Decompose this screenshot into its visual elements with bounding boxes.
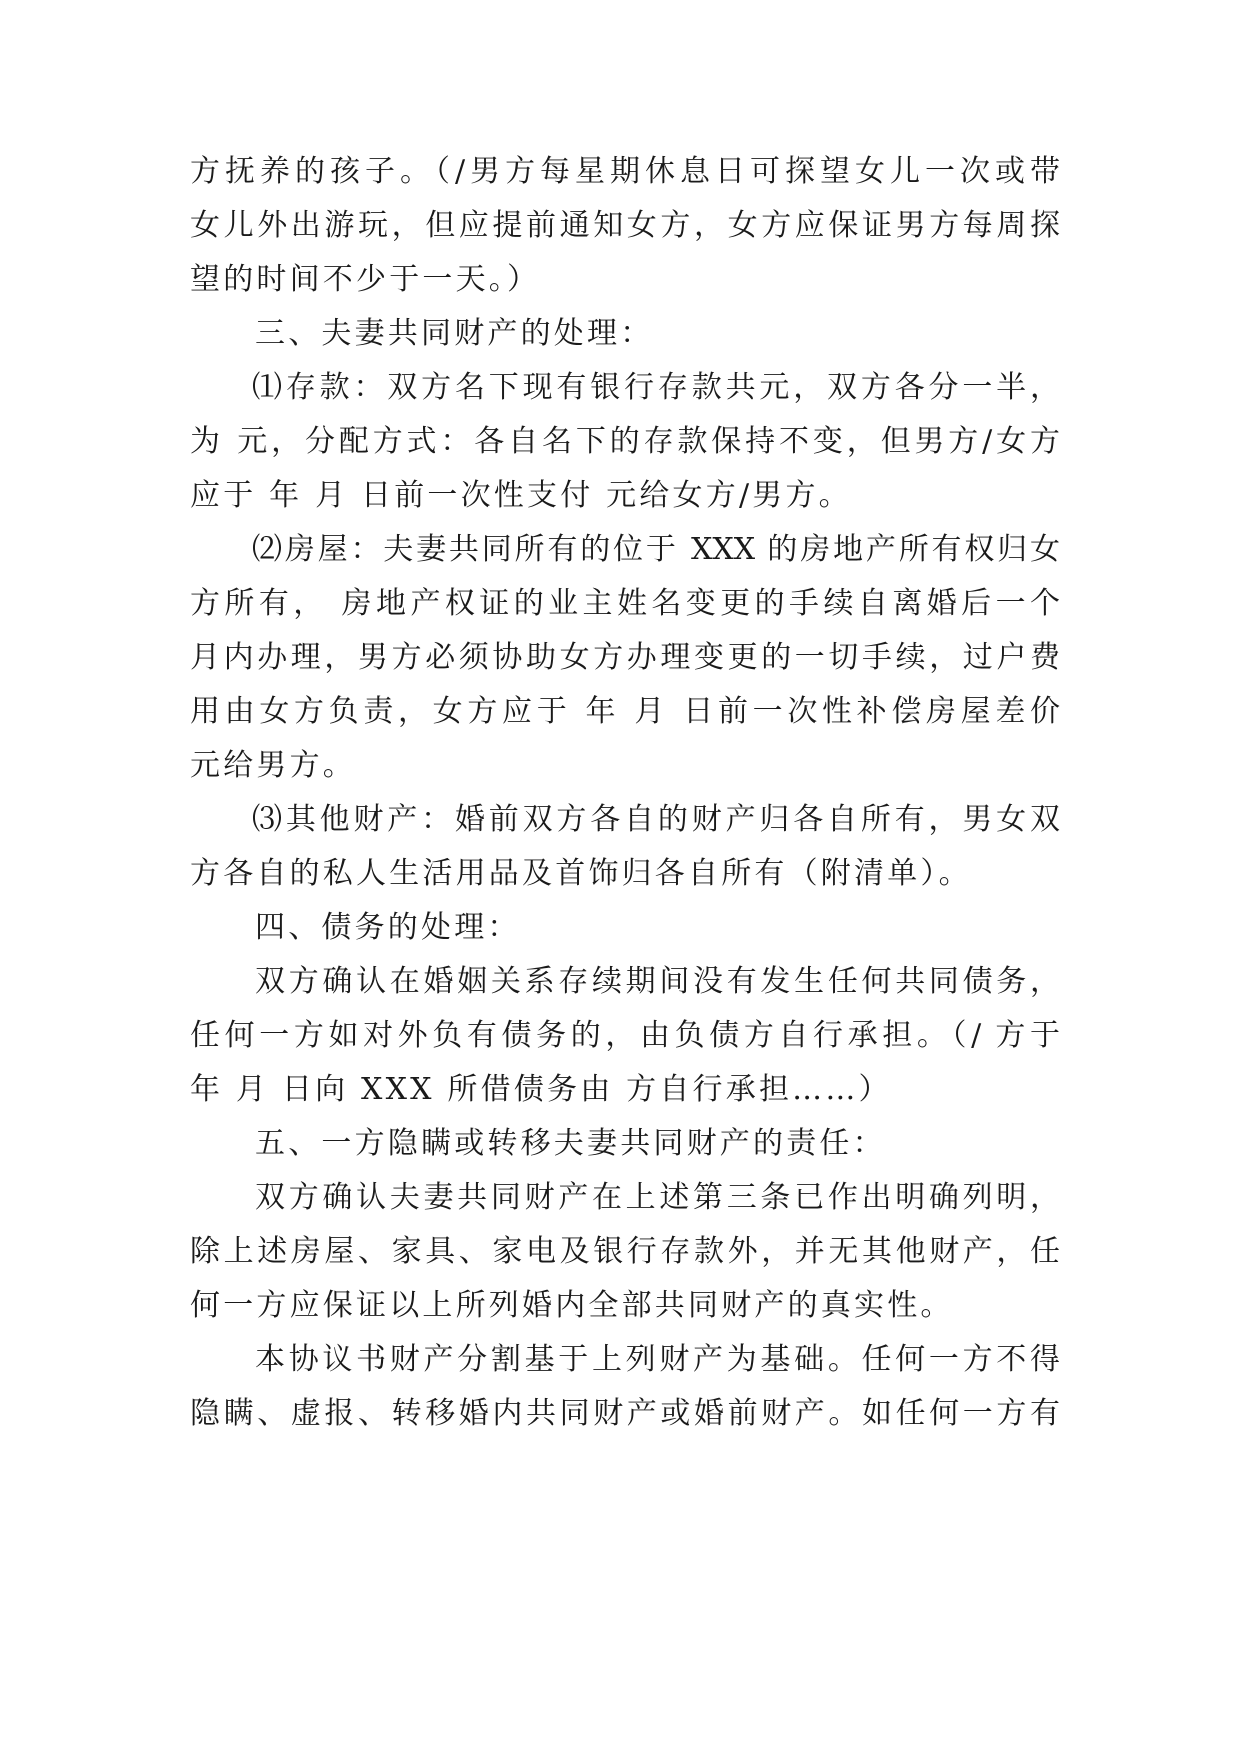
text-line: ⑴存款：双方名下现有银行存款共元，双方各分一半， [252,370,1060,405]
text-line: 方所有， 房地产权证的业主姓名变更的手续自离婚后一个 [190,586,1060,621]
text-line: 应于 年 月 日前一次性支付 元给女方/男方。 [190,478,852,513]
text-line: 元给男方。 [190,748,356,783]
text-line: ⑵房屋：夫妻共同所有的位于 XXX 的房地产所有权归女 [252,532,1060,567]
text-line: 用由女方负责，女方应于 年 月 日前一次性补偿房屋差价 [190,694,1060,729]
section-heading: 四、债务的处理： [255,910,521,945]
text-line: 望的时间不少于一天。） [190,262,541,297]
text-line: 月内办理，男方必须协助女方办理变更的一切手续，过户费 [190,640,1060,675]
text-line: 方各自的私人生活用品及首饰归各自所有（附清单）。 [190,856,972,891]
text-line: 隐瞒、虚报、转移婚内共同财产或婚前财产。如任何一方有 [190,1396,1060,1431]
text-line: 双方确认夫妻共同财产在上述第三条已作出明确列明， [255,1180,1060,1215]
text-line: 为 元，分配方式：各自名下的存款保持不变，但男方/女方 [190,424,1060,459]
section-heading: 五、一方隐瞒或转移夫妻共同财产的责任： [255,1126,886,1161]
text-line: 方抚养的孩子。（/男方每星期休息日可探望女儿一次或带 [190,154,1060,189]
text-line: ⑶其他财产：婚前双方各自的财产归各自所有，男女双 [252,802,1060,837]
text-line: 除上述房屋、家具、家电及银行存款外，并无其他财产，任 [190,1234,1060,1269]
text-line: 本协议书财产分割基于上列财产为基础。任何一方不得 [255,1342,1060,1377]
section-heading: 三、夫妻共同财产的处理： [255,316,654,351]
text-line: 双方确认在婚姻关系存续期间没有发生任何共同债务， [255,964,1060,999]
text-line: 任何一方如对外负有债务的，由负债方自行承担。（/ 方于 [190,1018,1060,1053]
text-line: 女儿外出游玩，但应提前通知女方，女方应保证男方每周探 [190,208,1060,243]
text-line: 何一方应保证以上所列婚内全部共同财产的真实性。 [190,1288,954,1323]
text-line: 年 月 日向 XXX 所借债务由 方自行承担……） [190,1072,892,1107]
